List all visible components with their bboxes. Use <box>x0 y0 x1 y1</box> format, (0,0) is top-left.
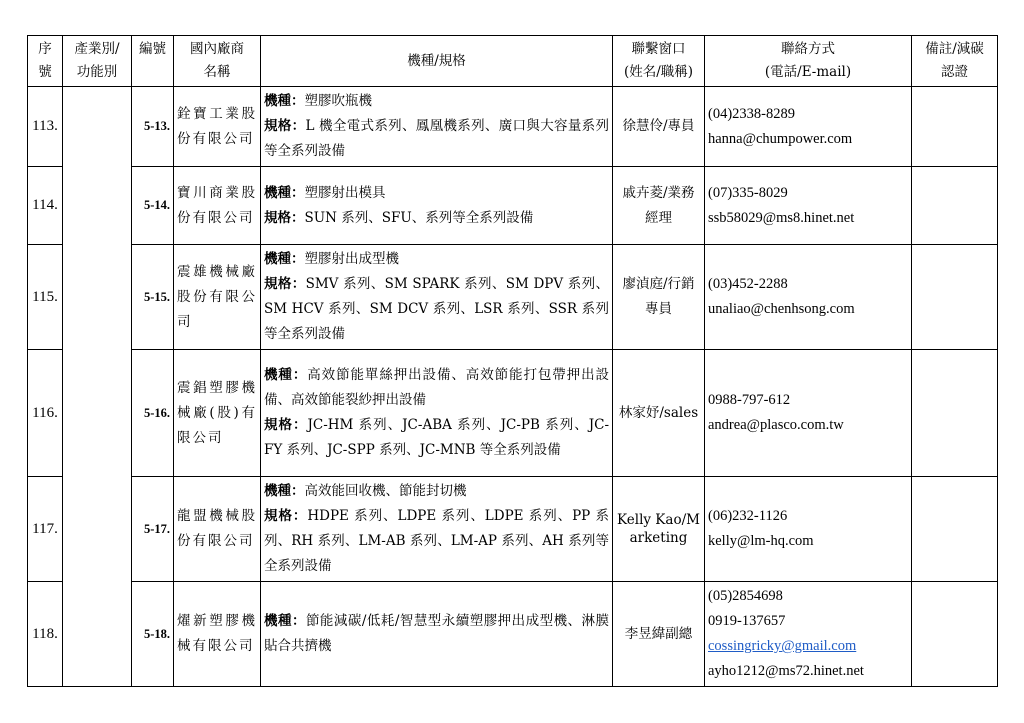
spec-cell: 機種：節能減碳/低耗/智慧型永續塑膠押出成型機、淋膜貼合共擠機 <box>261 582 613 687</box>
note-cell <box>912 477 998 582</box>
row-number: 113. <box>28 87 63 167</box>
table-row <box>28 87 998 167</box>
row-code: 5-17. <box>132 477 174 582</box>
phone: (04)2338-8289 <box>708 105 795 122</box>
note-cell <box>912 582 998 687</box>
table-row <box>28 350 998 477</box>
header-contact: 聯繫窗口 (姓名/職稱) <box>613 36 705 87</box>
contact-info <box>705 350 912 477</box>
row-number: 114. <box>28 167 63 245</box>
note-cell <box>912 350 998 477</box>
company-name: 燿新塑膠機械有限公司 <box>174 582 261 687</box>
company-name: 龍盟機械股份有限公司 <box>174 477 261 582</box>
header-spec: 機種/規格 <box>261 36 613 87</box>
header-row <box>28 36 998 87</box>
company-name: 寶川商業股份有限公司 <box>174 167 261 245</box>
contact-info <box>705 167 912 245</box>
table-row <box>28 582 998 687</box>
row-code: 5-15. <box>132 245 174 350</box>
row-number: 115. <box>28 245 63 350</box>
contact-info <box>705 87 912 167</box>
contact-info <box>705 245 912 350</box>
contact-person: 林家妤/sales <box>613 350 705 477</box>
note-cell <box>912 87 998 167</box>
phone: (03)452-2288 <box>708 276 788 292</box>
row-code: 5-13. <box>132 87 174 167</box>
contact-person: Kelly Kao/Marketing <box>613 477 705 582</box>
contact-person: 李昱緯副總 <box>613 582 705 687</box>
table-row <box>28 245 998 350</box>
phone-mobile: 0919-137657 <box>708 613 786 629</box>
email: andrea@plasco.com.tw <box>708 417 844 433</box>
email: kelly@lm-hq.com <box>708 533 814 549</box>
header-industry: 產業別/ 功能別 <box>63 36 132 87</box>
row-code: 5-16. <box>132 350 174 477</box>
table-row <box>28 477 998 582</box>
company-name: 震雄機械廠股份有限公司 <box>174 245 261 350</box>
contact-person: 徐慧伶/專員 <box>613 87 705 167</box>
row-code: 5-14. <box>132 167 174 245</box>
header-company: 國內廠商 名稱 <box>174 36 261 87</box>
phone: (06)232-1126 <box>708 508 788 524</box>
note-cell <box>912 167 998 245</box>
phone: 0988-797-612 <box>708 392 791 408</box>
email: ayho1212@ms72.hinet.net <box>708 663 864 679</box>
phone: (05)2854698 <box>708 588 783 604</box>
table-row <box>28 167 998 245</box>
contact-info <box>705 477 912 582</box>
email: hanna@chumpower.com <box>708 130 853 147</box>
company-name: 銓寶工業股份有限公司 <box>174 87 261 167</box>
note-cell <box>912 245 998 350</box>
vendor-table <box>27 35 998 687</box>
spec-cell: 機種：塑膠吹瓶機 規格：L 機全電式系列、鳳凰機系列、廣口與大容量系列等全系列設備 <box>261 87 613 167</box>
spec-cell: 機種：高效節能單絲押出設備、高效節能打包帶押出設備、高效節能裂紗押出設備 規格：JC-HM 系列、JC-ABA 系列、JC-PB 系列、JC-FY 系列、JC-SPP 系列、JC-MNB 等全系列設備 <box>261 350 613 477</box>
row-number: 118. <box>28 582 63 687</box>
header-note: 備註/減碳 認證 <box>912 36 998 87</box>
contact-info <box>705 582 912 687</box>
header-seq: 序 號 <box>28 36 63 87</box>
spec-cell: 機種：塑膠射出模具 規格：SUN 系列、SFU、系列等全系列設備 <box>261 167 613 245</box>
company-name: 震錩塑膠機械廠(股)有限公司 <box>174 350 261 477</box>
email-link[interactable]: cossingricky@gmail.com <box>708 638 857 654</box>
contact-person: 廖湞庭/行銷專員 <box>613 245 705 350</box>
industry-cell <box>63 87 132 687</box>
header-code: 編號 <box>132 36 174 87</box>
spec-cell: 機種：高效能回收機、節能封切機 規格：HDPE 系列、LDPE 系列、LDPE 系列、PP 系列、RH 系列、LM-AB 系列、LM-AP 系列、AH 系列等全系列設備 <box>261 477 613 582</box>
header-info: 聯絡方式 (電話/E-mail) <box>705 36 912 87</box>
row-number: 116. <box>28 350 63 477</box>
row-code: 5-18. <box>132 582 174 687</box>
spec-cell: 機種：塑膠射出成型機 規格：SMV 系列、SM SPARK 系列、SM DPV 系列、SM HCV 系列、SM DCV 系列、LSR 系列、SSR 系列等全系列設備 <box>261 245 613 350</box>
row-number: 117. <box>28 477 63 582</box>
email: ssb58029@ms8.hinet.net <box>708 209 855 226</box>
email: unaliao@chenhsong.com <box>708 301 855 317</box>
contact-person: 戚卉菱/業務經理 <box>613 167 705 245</box>
phone: (07)335-8029 <box>708 184 788 201</box>
